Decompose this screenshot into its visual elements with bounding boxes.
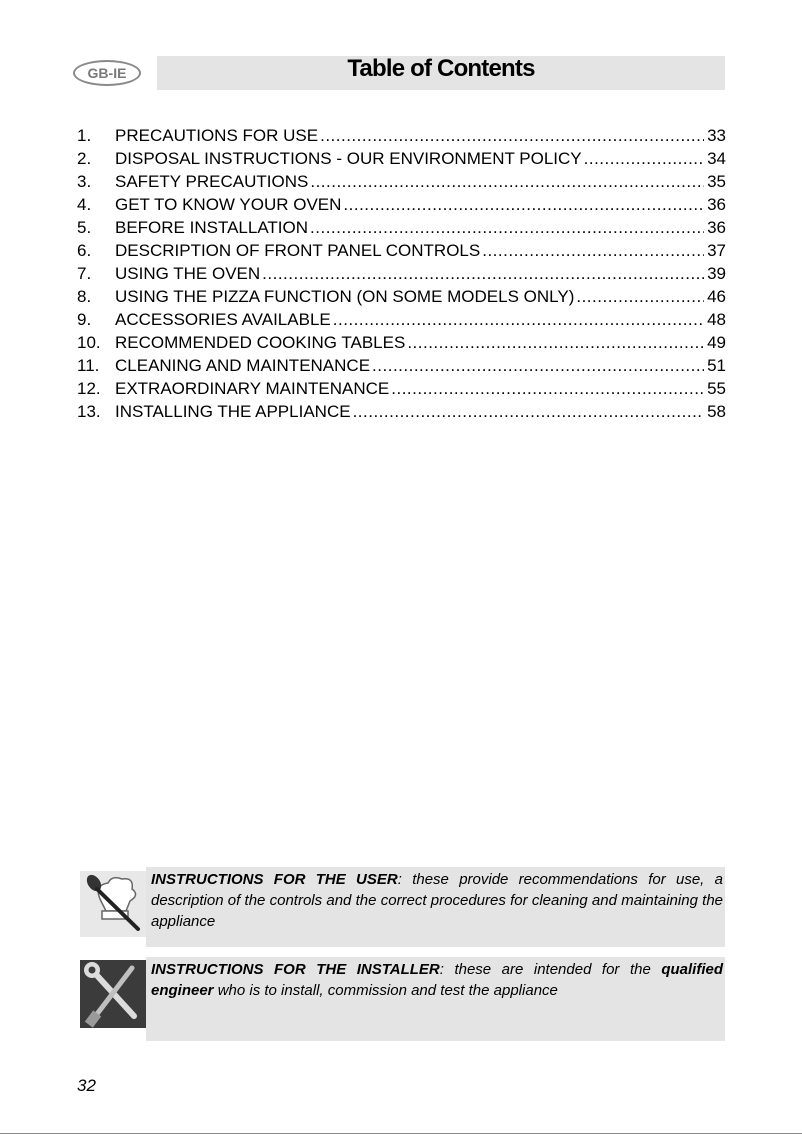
page-title: Table of Contents [347,55,535,82]
user-instructions-text [151,869,723,932]
toc-entry-page: 55 [707,379,726,398]
toc-entry-number: 8. [77,287,92,306]
toc-entry-title: DISPOSAL INSTRUCTIONS - OUR ENVIRONMENT POLICY [115,149,582,168]
toc-entry-number: 7. [77,264,92,283]
toc-entry-title: BEFORE INSTALLATION [115,218,309,237]
toc-leader-dots [584,147,704,170]
toc-entry-number: 6. [77,241,92,260]
toc-entry-number: 12. [77,379,101,398]
toc-entry [77,331,726,354]
user-instructions-box [146,867,725,947]
toc-entry [77,285,726,308]
toc-entry-number: 5. [77,218,92,237]
toc-entry-page: 48 [707,310,726,329]
user-description: : these provide recommendations for use, a description of the controls and the correct procedures for cleaning and maintaining the appliance [151,871,723,930]
installer-emphasis: qualified engineer [151,961,723,999]
toc-leader-dots [343,193,704,216]
toc-entry-title: SAFETY PRECAUTIONS [115,172,309,191]
installer-instructions-text [151,959,723,1001]
toc-entry [77,170,726,193]
toc-entry-page: 39 [707,264,726,283]
toc-leader-dots [391,377,704,400]
toc-entry-page: 34 [707,149,726,168]
user-heading: INSTRUCTIONS FOR THE USER [151,871,398,888]
toc-entry-page: 33 [707,126,726,145]
toc-entry-page: 36 [707,195,726,214]
toc-entry-number: 11. [77,356,100,375]
toc-entry-number: 3. [77,172,92,191]
toc-leader-dots [262,262,704,285]
toc-entry-page: 46 [707,287,726,306]
toc-entry-title: PRECAUTIONS FOR USE [115,126,319,145]
toc-entry-title: INSTALLING THE APPLIANCE [115,402,351,421]
toc-entry-number: 9. [77,310,92,329]
title-bar [157,56,725,90]
page-number: 32 [77,1076,96,1095]
toc-entry-title: ACCESSORIES AVAILABLE [115,310,331,329]
toc-leader-dots [576,285,704,308]
toc-entry-number: 10. [77,333,101,352]
toc-entry-number: 4. [77,195,92,214]
toc-entry-page: 51 [707,356,726,375]
toc-entry-page: 36 [707,218,726,237]
installer-description-2: who is to install, commission and test the appliance [213,982,558,999]
toc-entry-page: 49 [707,333,726,352]
installer-description-1: : these are intended for the [439,961,662,978]
language-badge: GB-IE [73,60,141,86]
toc-entry [77,147,726,170]
installer-instructions-box [146,957,725,1041]
toc-entry-title: GET TO KNOW YOUR OVEN [115,195,342,214]
toc-entry-title: USING THE PIZZA FUNCTION (ON SOME MODELS ONLY) [115,287,575,306]
toc-entry [77,308,726,331]
toc-entry-title: DESCRIPTION OF FRONT PANEL CONTROLS [115,241,481,260]
toc-entry-number: 1. [77,126,92,145]
toc-entry-number: 13. [77,402,101,421]
toc-entry [77,193,726,216]
toc-entry [77,400,726,423]
toc-leader-dots [310,216,704,239]
toc-leader-dots [407,331,704,354]
bottom-rule [0,1133,802,1134]
toc-leader-dots [372,354,704,377]
toc-leader-dots [320,124,704,147]
toc-entry-page: 58 [707,402,726,421]
toc-leader-dots [333,308,704,331]
toc-entry [77,216,726,239]
tools-icon [80,960,146,1028]
toc-entry-number: 2. [77,149,92,168]
toc-leader-dots [353,400,705,423]
toc-entry [77,124,726,147]
installer-heading: INSTRUCTIONS FOR THE INSTALLER [151,961,440,978]
toc-entry [77,354,726,377]
toc-entry-title: CLEANING AND MAINTENANCE [115,356,371,375]
table-of-contents [77,124,726,423]
toc-entry-title: RECOMMENDED COOKING TABLES [115,333,406,352]
toc-entry [77,262,726,285]
toc-entry-page: 35 [707,172,726,191]
toc-leader-dots [482,239,704,262]
toc-leader-dots [310,170,704,193]
toc-entry-title: USING THE OVEN [115,264,261,283]
toc-entry [77,239,726,262]
toc-entry-page: 37 [707,241,726,260]
toc-entry [77,377,726,400]
chef-spoon-icon [80,871,146,937]
toc-entry-title: EXTRAORDINARY MAINTENANCE [115,379,390,398]
